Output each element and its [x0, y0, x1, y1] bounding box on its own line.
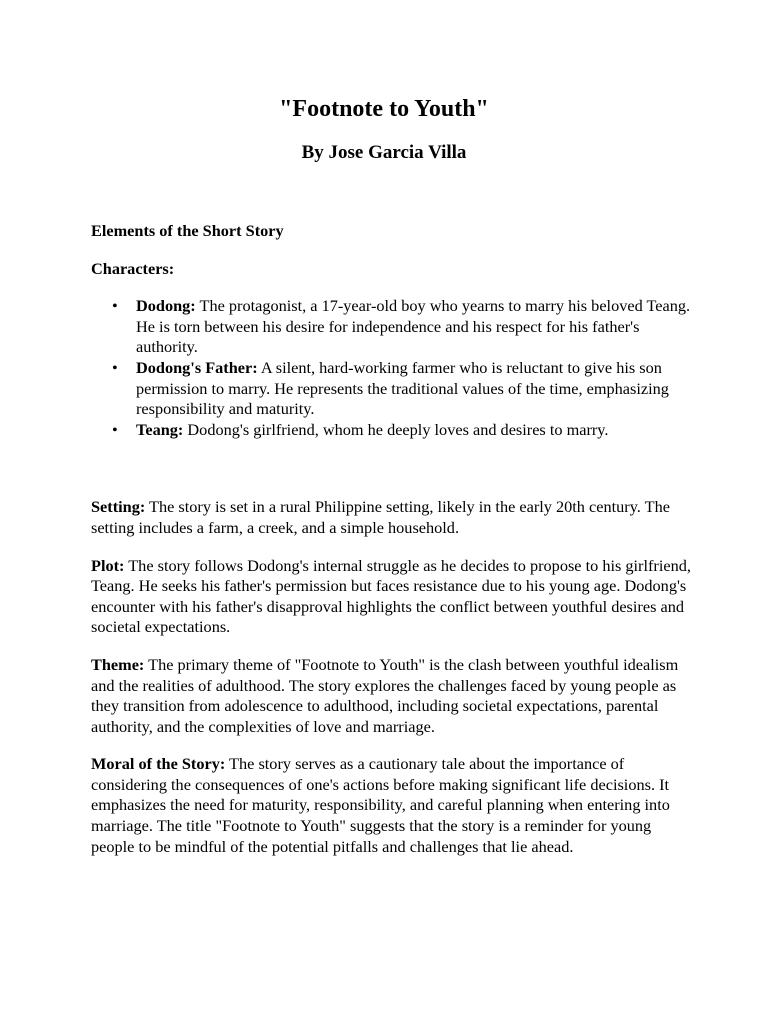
character-name: Teang: — [136, 419, 184, 439]
spacer — [91, 440, 691, 497]
bullet-icon: • — [112, 419, 118, 439]
setting-paragraph — [91, 497, 691, 538]
plot-text: The story follows Dodong's internal struggle as he decides to propose to his girlfriend, Teang. He seeks his father's permission but faces resistance due to his young age. Dodong's encounter with his father's disapproval highlights the conflict between youthful desires and societal expectations. — [91, 555, 691, 637]
character-description: The protagonist, a 17-year-old boy who yearns to marry his beloved Teang. He is torn between his desire for independence and his respect for his father's authority. — [136, 296, 691, 357]
list-item — [112, 419, 691, 441]
moral-label: Moral of the Story: — [91, 754, 226, 774]
character-description: Dodong's girlfriend, whom he deeply loves and desires to marry. — [183, 419, 609, 439]
document-body — [91, 221, 691, 874]
theme-text: The primary theme of "Footnote to Youth" is the clash between youthful idealism and the realities of adulthood. The story explores the challenges faced by young people as they transition from adolescence to adulthood, including societal expectations, parental authority, and the complexities of love and marriage. — [91, 654, 679, 736]
plot-paragraph — [91, 556, 691, 638]
characters-list — [91, 296, 691, 440]
setting-text: The story is set in a rural Philippine setting, likely in the early 20th century. The setting includes a farm, a creek, and a simple household. — [91, 497, 670, 537]
theme-label: Theme: — [91, 654, 145, 674]
moral-paragraph — [91, 754, 691, 857]
bullet-icon: • — [112, 296, 118, 316]
document-title: "Footnote to Youth" — [279, 96, 489, 122]
characters-heading: Characters: — [91, 258, 175, 278]
character-name: Dodong's Father: — [136, 357, 258, 377]
moral-text: The story serves as a cautionary tale about the importance of considering the consequences of one's actions before making significant life decisions. It emphasizes the need for maturity, responsibility, and careful planning when entering into marriage. The title "Footnote to Youth" suggests that the story is a reminder for young people to be mindful of the potential pitfalls and challenges that lie ahead. — [91, 754, 670, 856]
setting-label: Setting: — [91, 497, 146, 517]
section-heading: Elements of the Short Story — [91, 221, 284, 240]
bullet-icon: • — [112, 357, 118, 377]
character-name: Dodong: — [136, 296, 196, 316]
character-description: A silent, hard-working farmer who is reluctant to give his son permission to marry. He represents the traditional values of the time, emphasizing responsibility and maturity. — [136, 357, 669, 419]
list-item — [112, 296, 691, 358]
plot-label: Plot: — [91, 555, 125, 575]
document-author: By Jose Garcia Villa — [301, 142, 467, 163]
list-item — [112, 357, 691, 420]
theme-paragraph — [91, 655, 691, 737]
